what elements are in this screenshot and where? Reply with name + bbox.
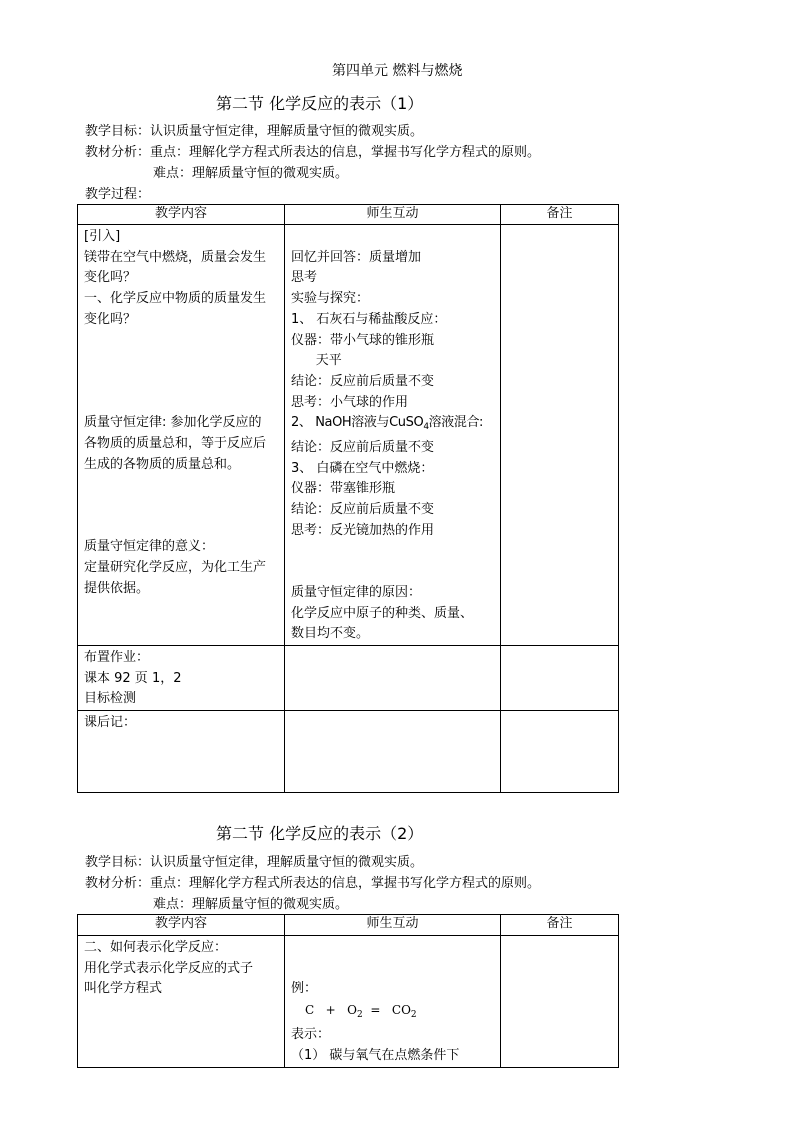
content-line [84, 496, 281, 517]
content-line: 定量研究化学反应，为化工生产 [84, 560, 267, 576]
interaction-line: 实验与探究： [291, 291, 370, 307]
lesson1-analysis-key: 教材分析：重点：理解化学方程式所表达的信息，掌握书写化学方程式的原则。 [85, 145, 541, 160]
interaction-line: 结论：反应前后质量不变 [291, 440, 435, 456]
content-line: [引入] [84, 229, 121, 244]
interaction-line: 结论：反应前后质量不变 [291, 502, 435, 518]
equation: C + $O_2$ = $CO_2$ [305, 1002, 417, 1020]
interaction-line [291, 562, 497, 583]
lesson2-notes-cell [501, 936, 619, 1068]
lesson2-header-content: 教学内容 [78, 915, 285, 936]
interaction-line: 数目均不变。 [291, 626, 370, 642]
interaction-line [291, 542, 497, 563]
content-line [84, 517, 281, 538]
lesson2-analysis-difficulty: 难点：理解质量守恒的微观实质。 [153, 897, 349, 912]
unit-title: 第四单元 燃料与燃烧 [332, 63, 463, 79]
content-line: 二、如何表示化学反应： [84, 940, 228, 955]
lesson1-homework-cell [78, 646, 285, 711]
lesson1-header-content: 教学内容 [78, 205, 285, 225]
content-line [84, 475, 281, 496]
content-line: 一、化学反应中物质的质量发生 [84, 291, 267, 307]
content-line: 变化吗？ [84, 270, 137, 286]
lesson2-content-cell [78, 936, 285, 1068]
content-line [84, 351, 281, 372]
interaction-line: 思考：小气球的作用 [291, 394, 409, 410]
lesson1-homework-interaction-cell [285, 646, 501, 711]
lesson2-table [77, 914, 619, 1068]
content-line: 质量守恒定律的意义： [84, 539, 215, 555]
interaction-line: 思考：反光镜加热的作用 [291, 522, 435, 538]
lesson1-goal: 教学目标：认识质量守恒定律，理解质量守恒的微观实质。 [85, 124, 424, 139]
lesson1-postnote-notes-cell [501, 711, 619, 793]
interaction-exp2-line: 2、 NaOH溶液与CuSO$_4$溶液混合: [291, 415, 484, 433]
lesson1-homework-notes-cell [501, 646, 619, 711]
interaction-line: 回忆并回答：质量增加 [291, 249, 422, 265]
interaction-line [291, 227, 497, 248]
lesson2-analysis-key: 教材分析：重点：理解化学方程式所表达的信息，掌握书写化学方程式的原则。 [85, 876, 541, 891]
content-line: 用化学式表示化学反应的式子 [84, 960, 254, 976]
express-label: 表示： [291, 1027, 331, 1043]
homework-line: 课本 92 页 1，2 [84, 670, 182, 686]
content-line: 生成的各物质的质量总和。 [84, 456, 241, 472]
interaction-line: 思考 [291, 270, 318, 286]
content-line [84, 331, 281, 352]
interaction-line: 化学反应中原子的种类、质量、 [291, 605, 474, 621]
content-line [84, 372, 281, 393]
lesson1-analysis-difficulty: 难点：理解质量守恒的微观实质。 [153, 166, 349, 181]
example-label: 例： [291, 981, 318, 996]
lesson1-header-notes: 备注 [501, 205, 619, 225]
content-line: 提供依据。 [84, 580, 150, 596]
lesson1-interaction-cell [285, 225, 501, 646]
lesson1-title: 第二节 化学反应的表示（1） [216, 94, 424, 113]
lesson1-postnote-cell [78, 711, 285, 793]
interaction-line: 仪器：带塞锥形瓶 [291, 481, 396, 497]
lesson2-title: 第二节 化学反应的表示（2） [216, 824, 424, 843]
content-line: 叫化学方程式 [84, 981, 163, 997]
homework-line: 布置作业： [84, 650, 150, 666]
interaction-line: 天平 [291, 353, 342, 369]
lesson1-header-interaction: 师生互动 [285, 205, 501, 225]
interaction-line: 结论：反应前后质量不变 [291, 373, 435, 389]
lesson1-process-label: 教学过程： [85, 187, 151, 202]
lesson1-postnote: 课后记： [84, 715, 137, 731]
homework-line: 目标检测 [84, 691, 137, 707]
interaction-line: 质量守恒定律的原因： [291, 584, 422, 600]
lesson1-postnote-interaction-cell [285, 711, 501, 793]
lesson2-goal: 教学目标：认识质量守恒定律，理解质量守恒的微观实质。 [85, 855, 424, 870]
lesson2-interaction-cell [285, 936, 501, 1068]
content-line: 镁带在空气中燃烧，质量会发生 [84, 249, 267, 265]
express-line: （1） 碳与氧气在点燃条件下 [291, 1048, 460, 1064]
content-line: 变化吗？ [84, 311, 137, 327]
content-line: 质量守恒定律: 参加化学反应的 [84, 415, 262, 431]
lesson1-content-cell [78, 225, 285, 646]
interaction-line: 仪器：带小气球的锥形瓶 [291, 332, 435, 348]
content-line [84, 393, 281, 414]
lesson2-header-interaction: 师生互动 [285, 915, 501, 936]
lesson2-header-notes: 备注 [501, 915, 619, 936]
lesson1-table [77, 204, 619, 793]
lesson1-notes-cell [501, 225, 619, 646]
interaction-line: 1、 石灰石与稀盐酸反应： [291, 311, 447, 327]
content-line: 各物质的质量总和，等于反应后 [84, 435, 267, 451]
interaction-line: 3、 白磷在空气中燃烧： [291, 460, 434, 476]
